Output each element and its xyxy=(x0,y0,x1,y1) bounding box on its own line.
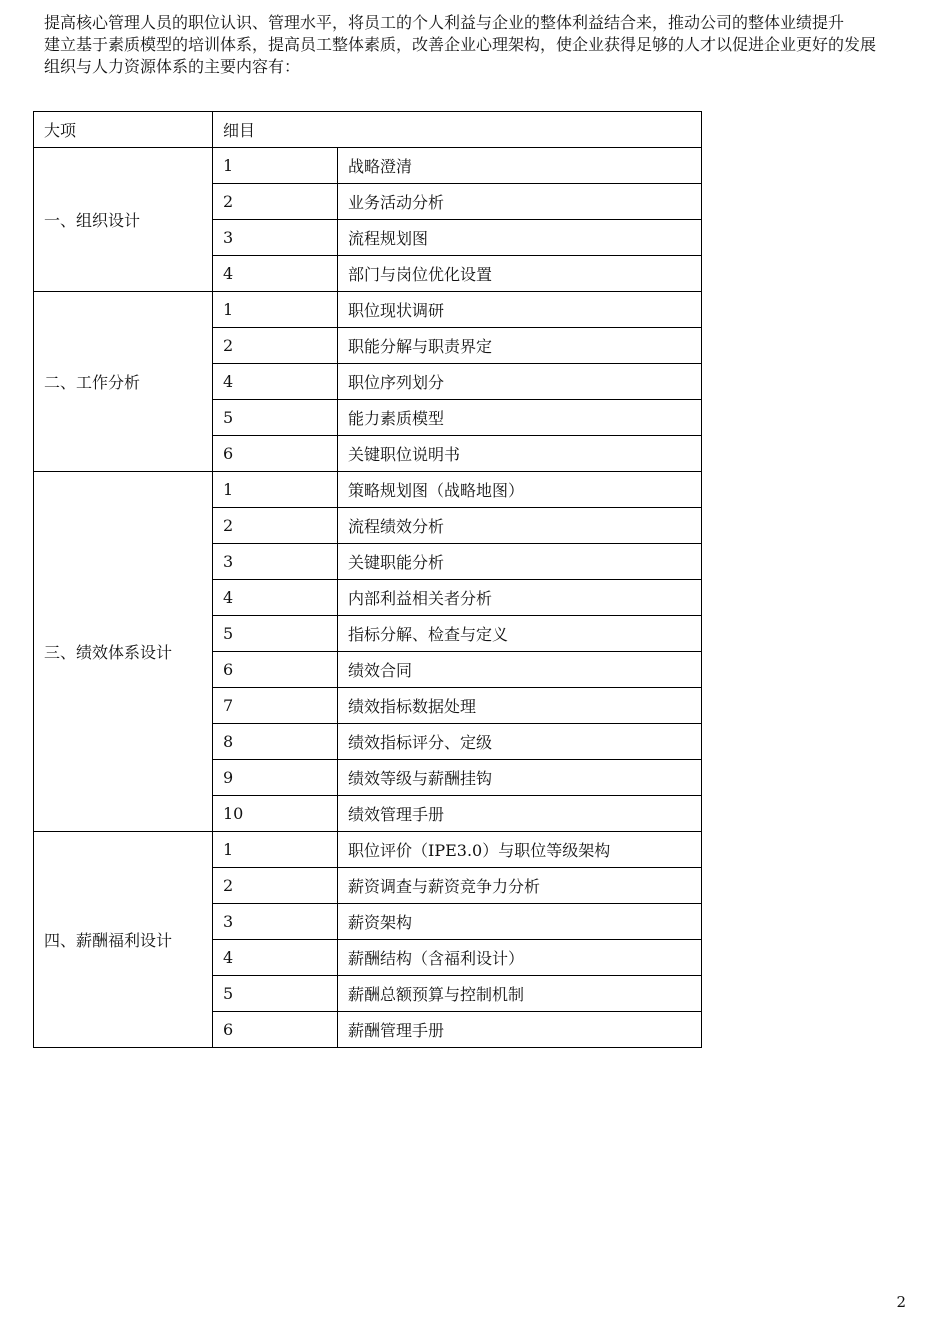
item-number: 4 xyxy=(213,256,338,292)
item-number: 1 xyxy=(213,472,338,508)
item-number: 3 xyxy=(213,220,338,256)
item-number: 5 xyxy=(213,400,338,436)
item-number: 1 xyxy=(213,292,338,328)
item-number: 1 xyxy=(213,148,338,184)
item-number: 9 xyxy=(213,760,338,796)
table-row xyxy=(34,472,702,508)
intro-text xyxy=(44,12,910,78)
table-row xyxy=(34,832,702,868)
item-text: 绩效合同 xyxy=(338,652,702,688)
item-text: 内部利益相关者分析 xyxy=(338,580,702,616)
item-number: 6 xyxy=(213,652,338,688)
item-number: 2 xyxy=(213,184,338,220)
item-number: 2 xyxy=(213,868,338,904)
group-name: 三、绩效体系设计 xyxy=(34,472,213,832)
header-major: 大项 xyxy=(34,112,213,148)
item-number: 2 xyxy=(213,328,338,364)
item-text: 业务活动分析 xyxy=(338,184,702,220)
item-text: 战略澄清 xyxy=(338,148,702,184)
item-text: 薪资调查与薪资竞争力分析 xyxy=(338,868,702,904)
item-text: 能力素质模型 xyxy=(338,400,702,436)
item-text: 绩效管理手册 xyxy=(338,796,702,832)
item-text: 薪酬管理手册 xyxy=(338,1012,702,1048)
item-number: 7 xyxy=(213,688,338,724)
item-number: 4 xyxy=(213,364,338,400)
intro-paragraph-1: 提高核心管理人员的职位认识、管理水平，将员工的个人利益与企业的整体利益结合来，推动公司的整体业绩提升 xyxy=(44,13,845,32)
item-number: 10 xyxy=(213,796,338,832)
group-name: 二、工作分析 xyxy=(34,292,213,472)
item-number: 8 xyxy=(213,724,338,760)
item-text: 职能分解与职责界定 xyxy=(338,328,702,364)
item-number: 5 xyxy=(213,976,338,1012)
hr-system-table xyxy=(33,111,702,1048)
group-name: 一、组织设计 xyxy=(34,148,213,292)
item-text: 指标分解、检查与定义 xyxy=(338,616,702,652)
item-text: 职位现状调研 xyxy=(338,292,702,328)
item-text: 薪酬总额预算与控制机制 xyxy=(338,976,702,1012)
page-number: 2 xyxy=(896,1293,906,1311)
item-text: 薪资架构 xyxy=(338,904,702,940)
item-text: 绩效指标数据处理 xyxy=(338,688,702,724)
item-text: 流程规划图 xyxy=(338,220,702,256)
item-number: 3 xyxy=(213,904,338,940)
item-text: 策略规划图（战略地图） xyxy=(338,472,702,508)
item-number: 5 xyxy=(213,616,338,652)
item-text: 关键职位说明书 xyxy=(338,436,702,472)
item-number: 6 xyxy=(213,1012,338,1048)
item-number: 3 xyxy=(213,544,338,580)
item-number: 6 xyxy=(213,436,338,472)
item-text: 绩效指标评分、定级 xyxy=(338,724,702,760)
table-row xyxy=(34,148,702,184)
item-text: 职位评价（IPE3.0）与职位等级架构 xyxy=(338,832,702,868)
item-text: 绩效等级与薪酬挂钩 xyxy=(338,760,702,796)
item-number: 2 xyxy=(213,508,338,544)
intro-paragraph-3: 组织与人力资源体系的主要内容有： xyxy=(44,57,301,76)
item-number: 4 xyxy=(213,580,338,616)
intro-paragraph-2: 建立基于素质模型的培训体系，提高员工整体素质，改善企业心理架构，使企业获得足够的人才以促进企业更好的发展 xyxy=(44,35,877,54)
item-number: 4 xyxy=(213,940,338,976)
item-text: 薪酬结构（含福利设计） xyxy=(338,940,702,976)
item-text: 职位序列划分 xyxy=(338,364,702,400)
table-header-row xyxy=(34,112,702,148)
item-text: 关键职能分析 xyxy=(338,544,702,580)
item-text: 流程绩效分析 xyxy=(338,508,702,544)
table-row xyxy=(34,292,702,328)
header-detail: 细目 xyxy=(213,112,702,148)
item-text: 部门与岗位优化设置 xyxy=(338,256,702,292)
item-number: 1 xyxy=(213,832,338,868)
table-body xyxy=(34,112,702,1048)
group-name: 四、薪酬福利设计 xyxy=(34,832,213,1048)
